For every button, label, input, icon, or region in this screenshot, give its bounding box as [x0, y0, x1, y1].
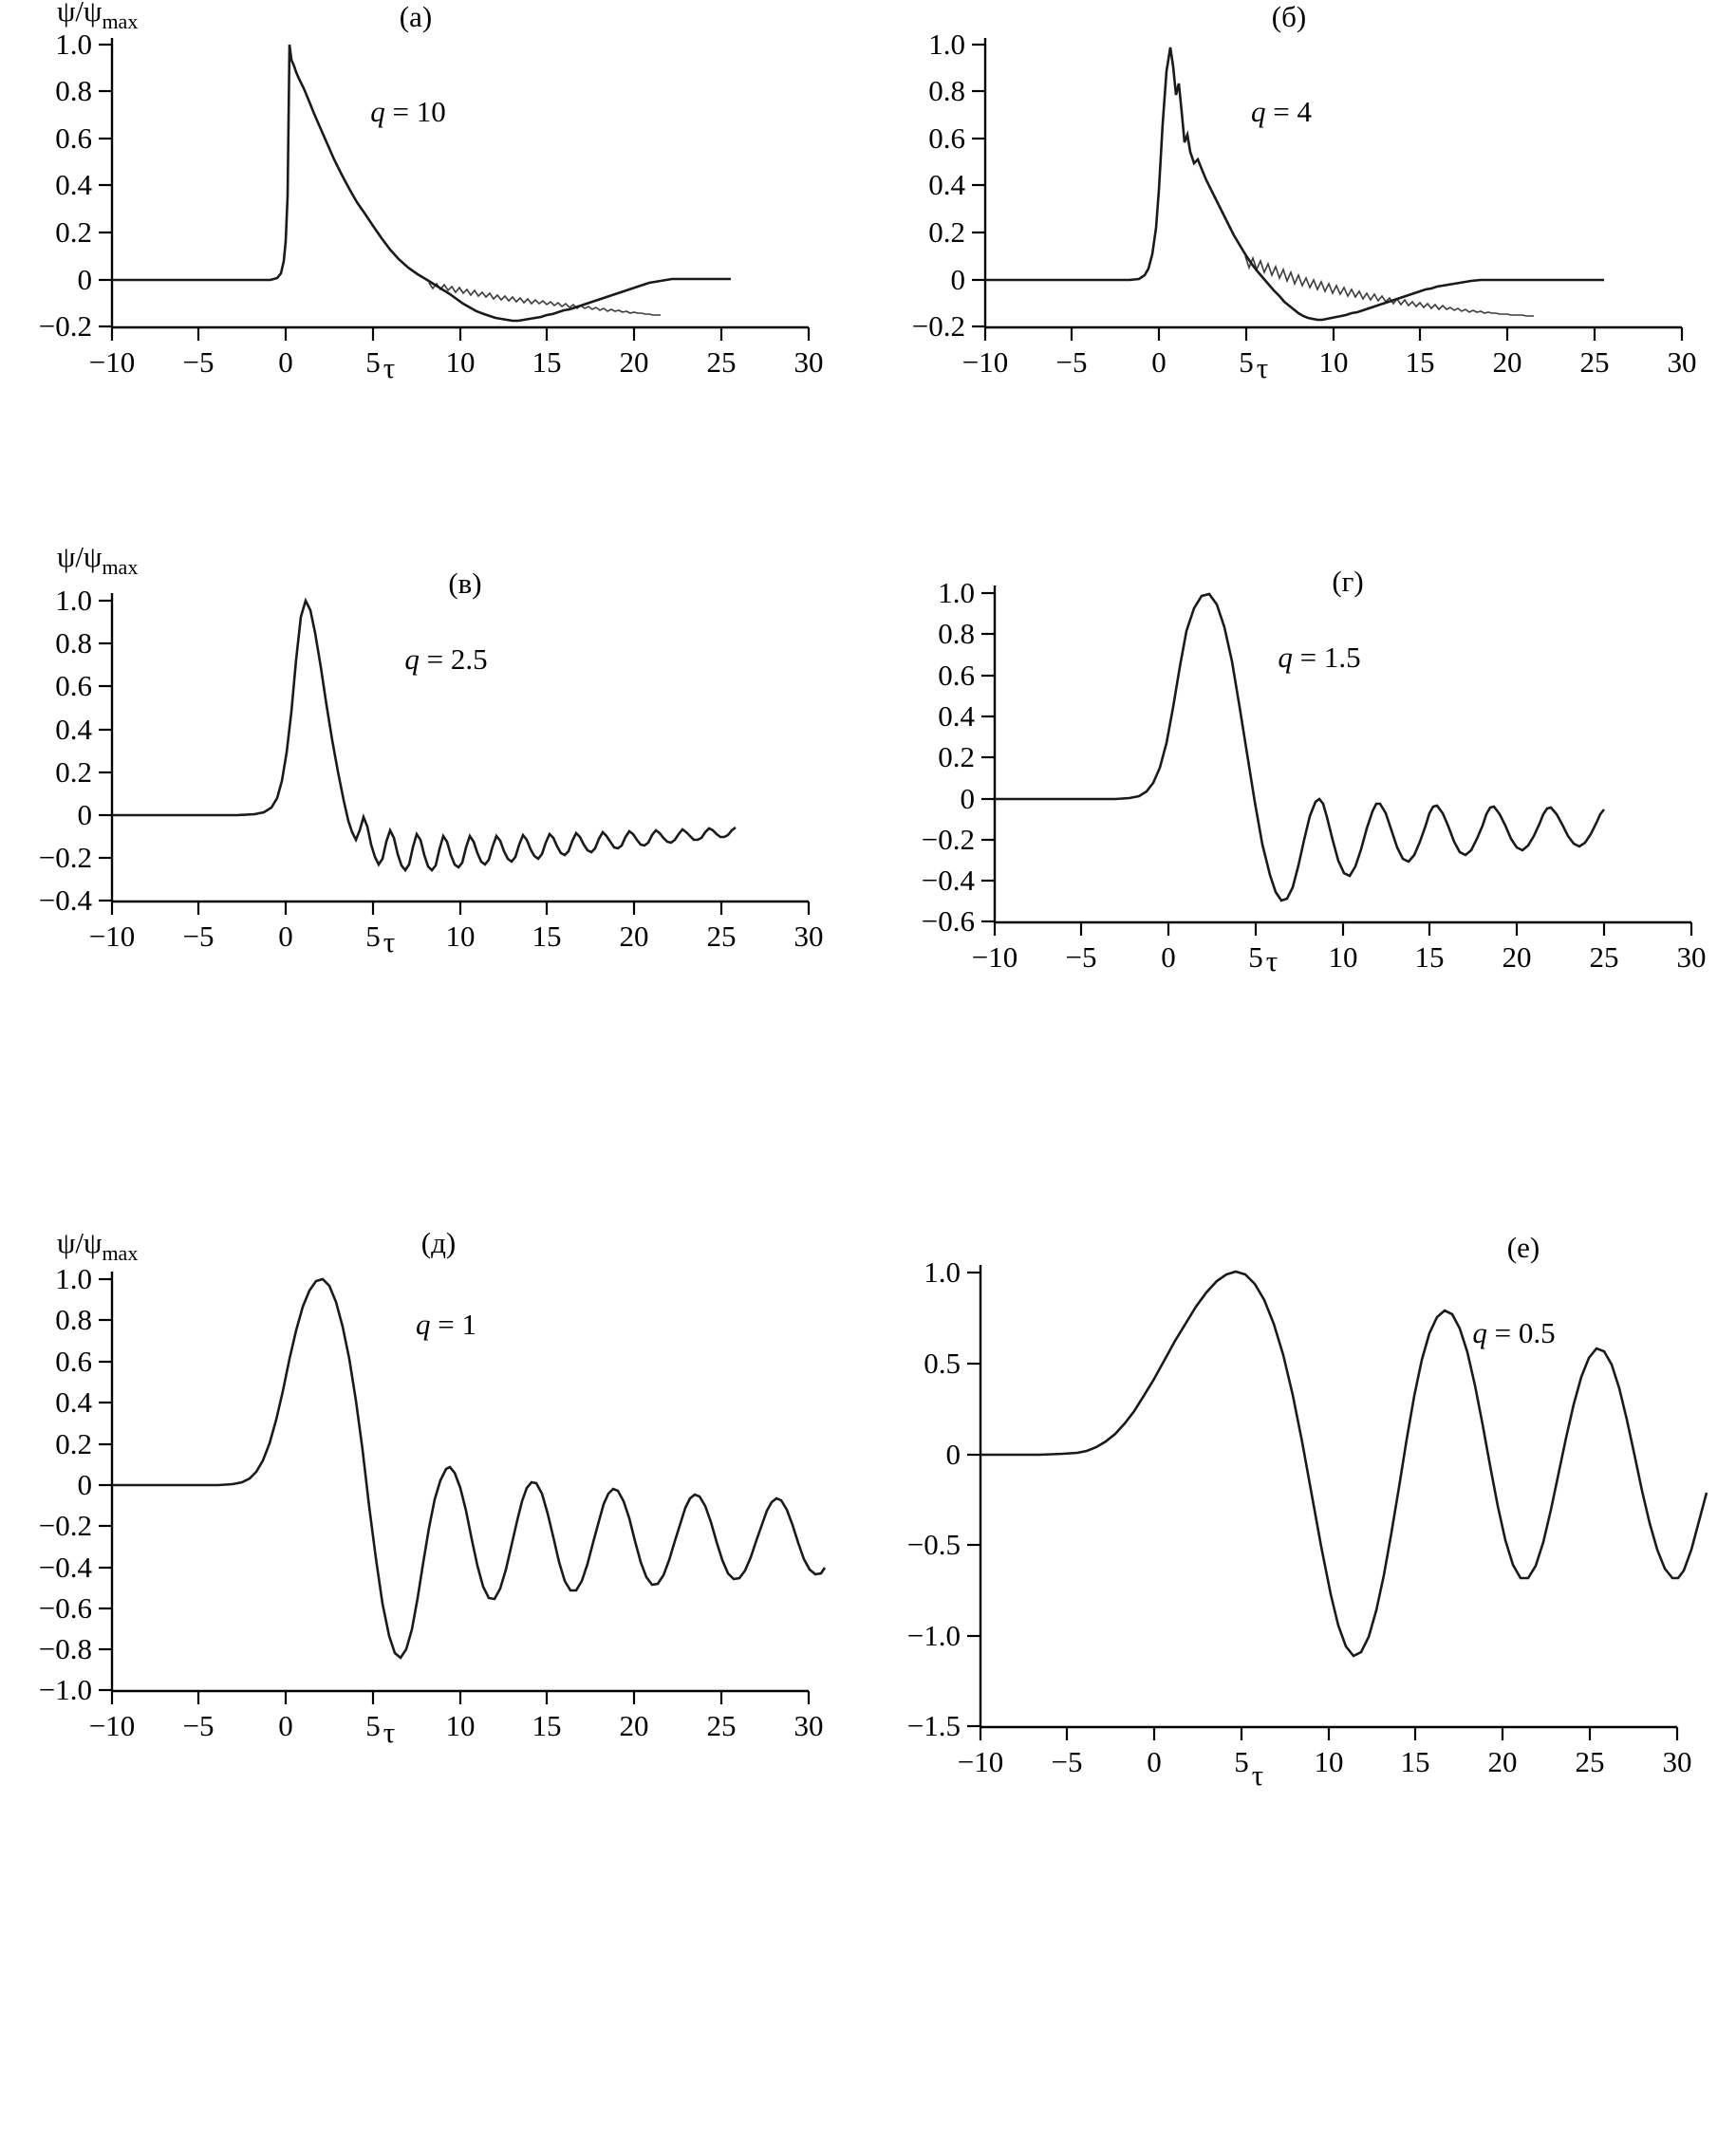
svg-text:0.2: 0.2 — [938, 740, 975, 773]
panel-b-xticks — [985, 327, 1682, 341]
panel-v — [0, 546, 854, 954]
panel-b-yticks — [972, 45, 985, 326]
svg-text:0.2: 0.2 — [55, 755, 92, 789]
panel-e-xticks — [980, 1727, 1677, 1740]
svg-text:0.6: 0.6 — [55, 1345, 92, 1378]
svg-text:20: 20 — [1492, 345, 1522, 379]
svg-text:1.0: 1.0 — [55, 584, 92, 617]
svg-text:10: 10 — [445, 1709, 476, 1742]
panel-b-xtick-labels — [962, 345, 1697, 379]
panel-a-ylabel: $\psi/\psi_{max}$ — [57, 0, 139, 33]
svg-text:−1.0: −1.0 — [906, 1619, 961, 1652]
svg-text:−0.2: −0.2 — [911, 309, 965, 343]
svg-text:0: 0 — [77, 1468, 92, 1501]
panel-g-letter: (г) — [1332, 565, 1364, 598]
panel-d-ylabel: $\psi/\psi_{max}$ — [57, 1226, 139, 1265]
panel-a-xlabel: τ — [383, 351, 396, 380]
panel-a-axes — [112, 38, 809, 327]
panel-g — [873, 527, 1727, 973]
svg-text:−5: −5 — [182, 1709, 215, 1742]
svg-text:−0.6: −0.6 — [921, 904, 975, 938]
panel-a-xtick-labels — [89, 345, 824, 379]
panel-a — [0, 0, 854, 380]
svg-text:25: 25 — [1589, 940, 1619, 973]
svg-text:−5: −5 — [1055, 345, 1088, 379]
svg-text:0.6: 0.6 — [938, 659, 975, 692]
svg-text:0.4: 0.4 — [928, 168, 965, 201]
svg-text:−5: −5 — [182, 920, 215, 953]
svg-text:15: 15 — [532, 1709, 562, 1742]
svg-text:−10: −10 — [88, 920, 136, 953]
svg-text:−10: −10 — [957, 1745, 1004, 1778]
svg-text:0.2: 0.2 — [55, 215, 92, 249]
panel-d-ytick-labels — [39, 1262, 93, 1706]
svg-text:0.8: 0.8 — [928, 74, 965, 107]
svg-text:0.8: 0.8 — [938, 617, 975, 650]
panel-e-yticks — [967, 1273, 980, 1726]
panel-e-axes — [980, 1265, 1677, 1727]
svg-text:0: 0 — [278, 1709, 293, 1742]
svg-text:30: 30 — [793, 345, 824, 379]
svg-text:−1.0: −1.0 — [38, 1673, 92, 1706]
svg-text:10: 10 — [445, 345, 476, 379]
svg-text:15: 15 — [1414, 940, 1445, 973]
svg-text:−0.2: −0.2 — [38, 309, 92, 343]
svg-text:0.6: 0.6 — [928, 121, 965, 155]
svg-text:−10: −10 — [961, 345, 1009, 379]
panel-g-yticks — [981, 593, 995, 921]
svg-text:−10: −10 — [88, 345, 136, 379]
svg-text:25: 25 — [706, 345, 737, 379]
panel-g-annotation: q = 1.5 — [1278, 641, 1361, 674]
panel-b-annotation: q = 4 — [1251, 95, 1312, 128]
panel-g-xticks — [995, 922, 1691, 936]
svg-text:0: 0 — [950, 263, 965, 296]
panel-v-ylabel: $\psi/\psi_{max}$ — [57, 546, 139, 579]
svg-text:−1.5: −1.5 — [906, 1709, 961, 1742]
svg-text:−0.8: −0.8 — [38, 1632, 92, 1665]
svg-text:5: 5 — [365, 920, 381, 953]
svg-text:−0.2: −0.2 — [38, 841, 92, 874]
svg-text:−0.5: −0.5 — [906, 1528, 961, 1561]
svg-text:−0.2: −0.2 — [921, 823, 975, 856]
panel-a-letter: (а) — [399, 0, 433, 33]
svg-text:1.0: 1.0 — [55, 1262, 92, 1295]
panel-d-annotation: q = 1 — [416, 1308, 476, 1341]
svg-text:0.2: 0.2 — [55, 1427, 92, 1460]
svg-text:0: 0 — [1161, 940, 1176, 973]
panel-a-curve-noise — [429, 283, 661, 315]
svg-text:−0.4: −0.4 — [921, 864, 975, 897]
svg-text:5: 5 — [1248, 940, 1263, 973]
panel-v-annotation: q = 2.5 — [404, 642, 488, 676]
svg-text:15: 15 — [532, 920, 562, 953]
svg-text:−0.4: −0.4 — [38, 883, 92, 917]
svg-text:0: 0 — [278, 345, 293, 379]
panel-d-xtick-labels — [89, 1709, 824, 1742]
svg-text:0.8: 0.8 — [55, 1303, 92, 1336]
svg-text:1.0: 1.0 — [928, 28, 965, 61]
panel-e-letter: (е) — [1506, 1231, 1540, 1264]
svg-text:15: 15 — [532, 345, 562, 379]
panel-a-yticks — [99, 45, 112, 326]
panel-v-xticks — [112, 901, 809, 915]
svg-text:5: 5 — [365, 345, 381, 379]
panel-b-xlabel: τ — [1256, 351, 1269, 380]
panel-v-xlabel: τ — [383, 925, 396, 954]
svg-text:25: 25 — [706, 920, 737, 953]
panel-e-svg — [859, 1219, 1736, 1789]
svg-text:0: 0 — [1151, 345, 1167, 379]
panel-g-svg — [873, 527, 1727, 973]
panel-d-xlabel: τ — [383, 1716, 396, 1746]
panel-e-curve — [980, 1272, 1707, 1656]
svg-text:20: 20 — [1487, 1745, 1518, 1778]
svg-text:0: 0 — [945, 1438, 961, 1471]
svg-text:20: 20 — [1502, 940, 1532, 973]
svg-text:25: 25 — [1579, 345, 1610, 379]
svg-text:30: 30 — [793, 1709, 824, 1742]
svg-text:0.8: 0.8 — [55, 74, 92, 107]
svg-text:−0.2: −0.2 — [38, 1509, 92, 1542]
panel-b-ytick-labels — [912, 28, 966, 343]
svg-text:0.6: 0.6 — [55, 669, 92, 702]
panel-d — [0, 1215, 854, 1746]
svg-text:15: 15 — [1405, 345, 1435, 379]
svg-text:−10: −10 — [88, 1709, 136, 1742]
panel-d-svg — [0, 1215, 854, 1746]
panel-v-xtick-labels — [89, 920, 824, 953]
panel-v-svg — [0, 546, 854, 954]
panel-a-xticks — [112, 327, 809, 341]
svg-text:20: 20 — [619, 345, 649, 379]
panel-g-xlabel: τ — [1265, 944, 1279, 973]
svg-text:5: 5 — [1234, 1745, 1249, 1778]
panel-v-yticks — [99, 601, 112, 901]
panel-b-axes — [985, 38, 1682, 327]
svg-text:0.2: 0.2 — [928, 215, 965, 249]
panel-b-curve-noise — [1245, 256, 1534, 316]
svg-text:10: 10 — [1328, 940, 1358, 973]
svg-text:30: 30 — [1662, 1745, 1692, 1778]
svg-text:15: 15 — [1400, 1745, 1430, 1778]
svg-text:0.8: 0.8 — [55, 626, 92, 660]
panel-d-letter: (д) — [420, 1226, 457, 1259]
svg-text:10: 10 — [1314, 1745, 1344, 1778]
svg-text:−10: −10 — [971, 940, 1018, 973]
panel-g-xtick-labels — [972, 940, 1707, 973]
svg-text:0.4: 0.4 — [938, 699, 975, 733]
svg-text:0.4: 0.4 — [55, 713, 92, 746]
panel-e-ytick-labels — [907, 1255, 961, 1742]
panel-a-svg — [0, 0, 854, 380]
svg-text:20: 20 — [619, 920, 649, 953]
svg-text:0: 0 — [77, 798, 92, 831]
svg-text:−5: −5 — [1065, 940, 1097, 973]
panel-b — [873, 0, 1727, 380]
panel-d-yticks — [99, 1279, 112, 1690]
svg-text:0: 0 — [278, 920, 293, 953]
panel-e — [859, 1219, 1736, 1789]
panel-b-curve — [985, 47, 1604, 320]
svg-text:10: 10 — [1318, 345, 1349, 379]
svg-text:0.4: 0.4 — [55, 168, 92, 201]
svg-text:0: 0 — [960, 782, 975, 815]
svg-text:1.0: 1.0 — [924, 1255, 961, 1289]
svg-text:25: 25 — [706, 1709, 737, 1742]
panel-d-xticks — [112, 1691, 809, 1704]
svg-text:−0.6: −0.6 — [38, 1591, 92, 1625]
panel-e-xtick-labels — [958, 1745, 1692, 1778]
panel-a-curve — [112, 45, 731, 321]
svg-text:30: 30 — [793, 920, 824, 953]
svg-text:10: 10 — [445, 920, 476, 953]
svg-text:20: 20 — [619, 1709, 649, 1742]
svg-text:30: 30 — [1676, 940, 1707, 973]
svg-text:0.5: 0.5 — [924, 1347, 961, 1380]
svg-text:5: 5 — [1239, 345, 1254, 379]
panel-e-annotation: q = 0.5 — [1472, 1316, 1556, 1349]
svg-text:−0.4: −0.4 — [38, 1551, 92, 1584]
panel-e-xlabel: τ — [1251, 1758, 1264, 1789]
svg-text:5: 5 — [365, 1709, 381, 1742]
svg-text:−5: −5 — [1051, 1745, 1083, 1778]
svg-text:−5: −5 — [182, 345, 215, 379]
svg-text:25: 25 — [1575, 1745, 1605, 1778]
panel-v-letter: (в) — [448, 567, 482, 600]
panel-v-ytick-labels — [39, 584, 93, 917]
svg-text:0.4: 0.4 — [55, 1385, 92, 1419]
panel-v-axes — [112, 593, 809, 901]
svg-text:0: 0 — [1147, 1745, 1162, 1778]
svg-text:30: 30 — [1667, 345, 1697, 379]
svg-text:1.0: 1.0 — [55, 28, 92, 61]
panel-v-curve — [112, 601, 736, 870]
svg-text:1.0: 1.0 — [938, 576, 975, 609]
panel-g-ytick-labels — [922, 576, 976, 938]
svg-text:0: 0 — [77, 263, 92, 296]
svg-text:0.6: 0.6 — [55, 121, 92, 155]
panel-b-svg — [873, 0, 1727, 380]
panel-b-letter: (б) — [1271, 0, 1307, 33]
panel-a-annotation: q = 10 — [370, 95, 446, 128]
panel-a-ytick-labels — [39, 28, 93, 343]
